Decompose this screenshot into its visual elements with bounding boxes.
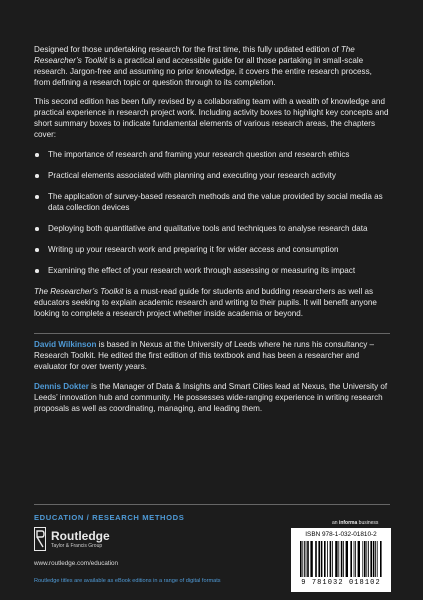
author-bio-text: is based in Nexus at the University of Leeds where he runs his consultancy – Research Toolkit. He edited the first edition of this textbook and has been a researcher and evaluator for over twenty years. bbox=[34, 340, 375, 371]
intro-text-continued: is a practical and accessible guide for all those partaking in small-scale research. Jargon-free and assuming no prior knowledge, it covers the entire research process, from defining a research topic or question through to its completion. bbox=[34, 56, 372, 87]
informa-brand: informa bbox=[338, 520, 358, 526]
isbn-label: ISBN 978-1-032-01810-2 bbox=[305, 531, 377, 538]
author-name: Dennis Dokter bbox=[34, 382, 89, 391]
section-divider bbox=[34, 333, 390, 334]
bullet-icon bbox=[35, 153, 39, 157]
chapter-list-item bbox=[34, 223, 390, 234]
chapter-list-item bbox=[34, 244, 390, 255]
author-bio-text: is the Manager of Data & Insights and Smart Cities lead at Nexus, the University of Leeds’ innovation hub and community. He possesses wide-ranging experience in writing research proposals as well as coordinating, managing, and leading them. bbox=[34, 382, 388, 413]
chapter-text: Deploying both quantitative and qualitative tools and techniques to analyse research data bbox=[48, 224, 368, 233]
chapter-list-item bbox=[34, 149, 390, 160]
author-bio bbox=[34, 339, 390, 372]
bullet-icon bbox=[35, 195, 39, 199]
chapter-text: The application of survey-based research methods and the value provided by social media as data collection devices bbox=[48, 192, 383, 212]
ebook-note: Routledge titles are available as eBook editions in a range of digital formats bbox=[34, 578, 221, 584]
edition-paragraph: This second edition has been fully revised by a collaborating team with a wealth of knowledge and practical experience in research project work. Including activity boxes to highlight key concepts and short summary boxes to indicate fundamental elements of various research areas, the chapters cover: bbox=[34, 97, 389, 139]
bullet-icon bbox=[35, 248, 39, 252]
chapter-list-item bbox=[34, 265, 390, 276]
bullet-icon bbox=[35, 227, 39, 231]
informa-suffix: business bbox=[357, 520, 379, 526]
subject-category: EDUCATION / RESEARCH METHODS bbox=[34, 513, 185, 522]
publisher-logo bbox=[34, 527, 144, 555]
chapter-list bbox=[34, 149, 390, 276]
barcode-digits: 9 781032 018102 bbox=[301, 579, 381, 587]
publisher-name: Routledge bbox=[51, 529, 110, 543]
bullet-icon bbox=[35, 269, 39, 273]
publisher-group: Taylor & Francis Group bbox=[51, 543, 103, 549]
book-title-italic: The Researcher’s Toolkit bbox=[34, 287, 124, 296]
chapter-text: The importance of research and framing your research question and research ethics bbox=[48, 150, 350, 159]
chapter-text: Practical elements associated with planning and executing your research activity bbox=[48, 171, 336, 180]
author-name: David Wilkinson bbox=[34, 340, 97, 349]
bullet-icon bbox=[35, 174, 39, 178]
summary-paragraph bbox=[34, 286, 390, 319]
chapter-list-item bbox=[34, 170, 390, 181]
publisher-url: www.routledge.com/education bbox=[34, 560, 119, 567]
informa-prefix: an bbox=[332, 520, 339, 526]
barcode-bars-icon bbox=[300, 541, 384, 577]
routledge-logo-icon bbox=[34, 527, 46, 551]
intro-text: Designed for those undertaking research for the first time, this fully updated edition of bbox=[34, 45, 341, 54]
isbn-barcode bbox=[291, 528, 391, 592]
back-cover-text bbox=[34, 44, 390, 328]
chapter-text: Examining the effect of your research work through assessing or measuring its impact bbox=[48, 266, 356, 275]
author-bios bbox=[34, 339, 390, 423]
section-divider bbox=[34, 504, 390, 505]
author-bio bbox=[34, 381, 390, 414]
informa-tagline bbox=[332, 520, 378, 526]
chapter-list-item bbox=[34, 191, 390, 213]
intro-paragraph bbox=[34, 44, 390, 88]
chapter-text: Writing up your research work and preparing it for wider access and consumption bbox=[48, 245, 339, 254]
summary-text: is a must-read guide for students and budding researchers as well as educators seeking to explain academic research and writing to their pupils. It will benefit anyone looking to complete a research project whether inside academia or beyond. bbox=[34, 287, 377, 318]
book-title-italic: The Researcher’s Toolkit bbox=[34, 45, 355, 65]
